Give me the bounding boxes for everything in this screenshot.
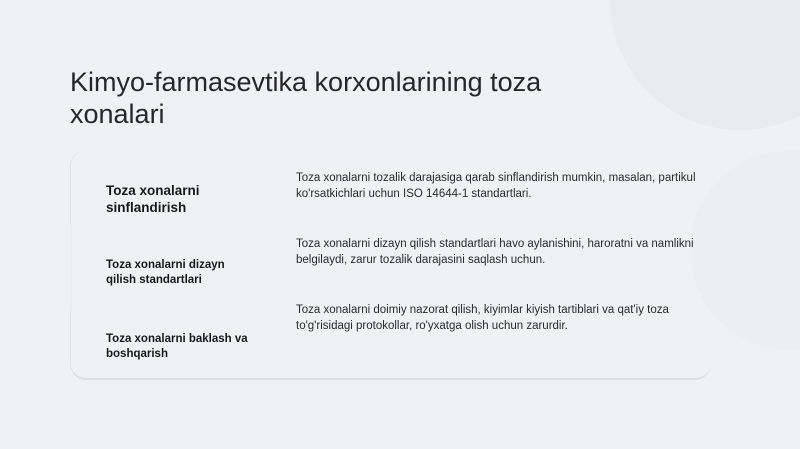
row-heading: Toza xonalarni sinflandirish <box>106 183 200 215</box>
row-description: Toza xonalarni dizayn qilish standartlari havo aylanishini, haroratni va namlikni belgilaydi, zarur tozalik darajasini saqlash uchun. <box>296 238 694 266</box>
row-heading: Toza xonalarni baklash va boshqarish <box>106 333 248 360</box>
row-description: Toza xonalarni doimiy nazorat qilish, kiyimlar kiyish tartiblari va qat'iy toza to'g'risidagi protokollar, ro'yxatga olish uchun zarurdir. <box>296 304 669 332</box>
row-description: Toza xonalarni tozalik darajasiga qarab sinflandirish mumkin, masalan, partikul ko'rsatkichlari uchun ISO 14644-1 standartlari. <box>296 172 696 200</box>
slide-title: Kimyo-farmasevtika korxonlarining toza xonalari <box>70 67 542 129</box>
background-circle-top <box>610 0 800 130</box>
row-heading: Toza xonalarni dizayn qilish standartlari <box>106 259 225 286</box>
panel-edge-gap <box>70 225 72 310</box>
